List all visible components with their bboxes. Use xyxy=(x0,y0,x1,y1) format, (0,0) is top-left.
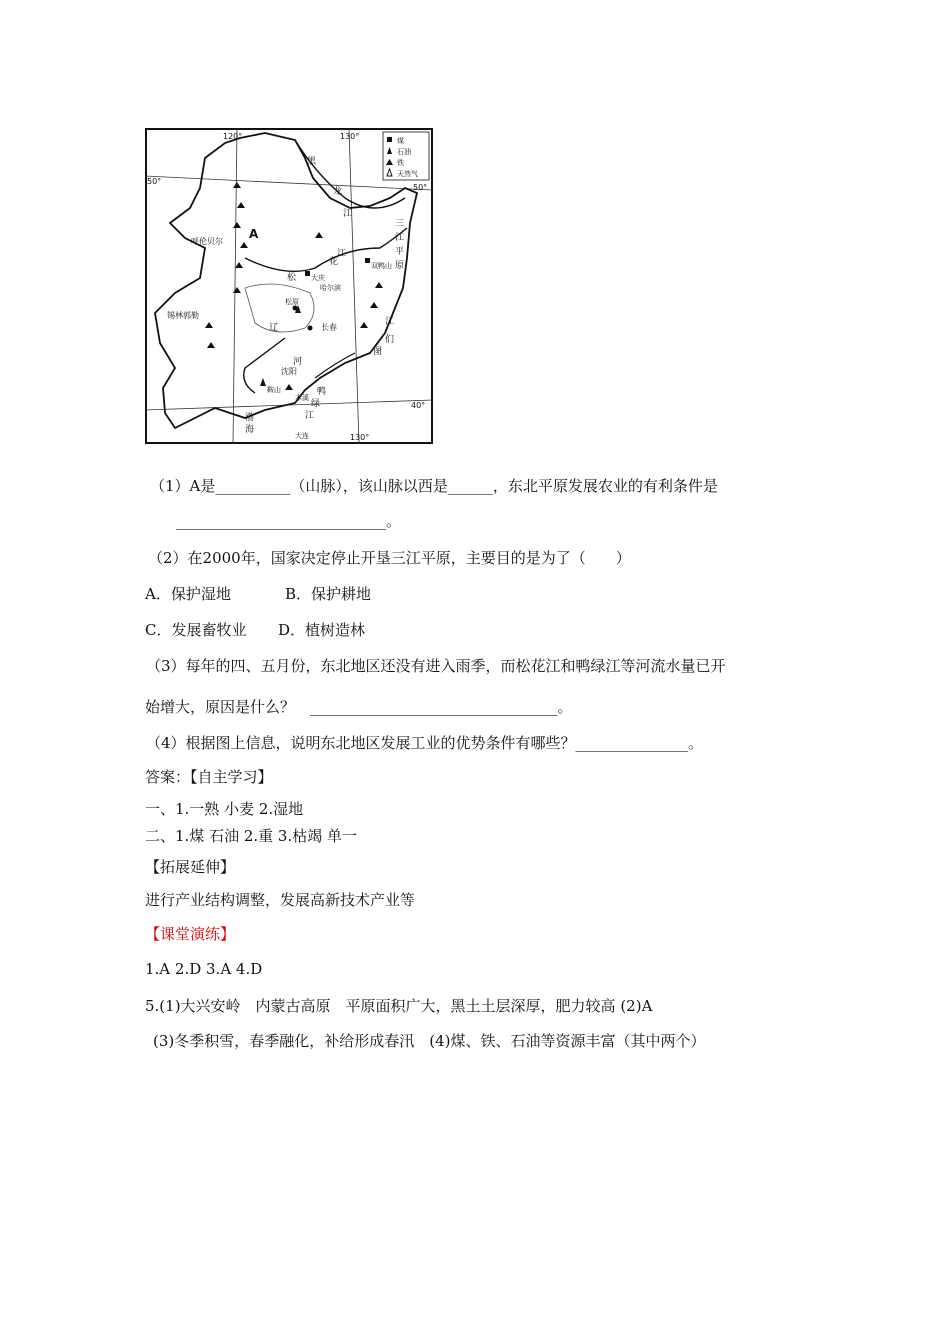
lon-label-130-bottom: 130° xyxy=(350,433,370,442)
classroom-answers-5b: (3)冬季积雪，春季融化，补给形成春汛 (4)煤、铁、石油等资源丰富（其中两个） xyxy=(153,1032,706,1050)
lat-label-50-right: 50° xyxy=(413,183,428,192)
river-char: 鸭 xyxy=(317,387,327,397)
river-char: 们 xyxy=(385,335,395,345)
place-changchun: 长春 xyxy=(321,323,337,332)
river-char: 江 xyxy=(385,317,395,327)
legend-iron: 铁 xyxy=(397,159,404,167)
lat-label-40: 40° xyxy=(411,401,426,410)
place-daqing: 大庆 xyxy=(311,274,325,282)
q3-line2: 始增大，原因是什么？ _________________________________。 xyxy=(145,698,573,716)
extension-title: 【拓展延伸】 xyxy=(145,858,236,876)
river-char: 江 xyxy=(305,411,315,421)
place-shenyang: 沈阳 xyxy=(281,367,297,376)
bohai-label-1: 渤 xyxy=(245,413,255,423)
q2-stem: （2）在2000年，国家决定停止开垦三江平原，主要目的是为了（ ） xyxy=(148,549,631,567)
answers-label: 答案：【自主学习】 xyxy=(145,768,273,786)
place-shuangyashan: 双鸭山 xyxy=(371,262,392,270)
place-songyuan: 松原 xyxy=(285,298,299,306)
legend-coal: 煤 xyxy=(397,137,404,145)
river-char: 江 xyxy=(337,249,347,259)
classroom-practice-title: 【课堂演练】 xyxy=(145,925,236,943)
river-char: 江 xyxy=(343,209,353,219)
place-anshan: 鞍山 xyxy=(267,386,281,394)
q4-line1: （4）根据图上信息，说明东北地区发展工业的优势条件有哪些？_______________。 xyxy=(146,734,704,752)
map-legend xyxy=(383,132,429,180)
plain-char: 原 xyxy=(395,261,405,271)
classroom-answers-1: 1.A 2.D 3.A 4.D xyxy=(145,960,263,978)
q2-option-a: A．保护湿地 xyxy=(145,585,231,603)
classroom-answers-5a: 5.(1)大兴安岭 内蒙古高原 平原面积广大，黑土土层深厚，肥力较高 (2)A xyxy=(145,997,653,1015)
q1-line1: （1）A是__________（山脉），该山脉以西是______，东北平原发展农业的有利条件是 xyxy=(150,477,718,495)
place-harbin: 哈尔滨 xyxy=(320,284,341,292)
legend-oil: 石油 xyxy=(397,148,411,156)
q3-line1: （3）每年的四、五月份，东北地区还没有进入雨季，而松花江和鸭绿江等河流水量已开 xyxy=(146,657,726,675)
legend-gas: 天然气 xyxy=(397,170,418,178)
q2-option-d: D．植树造林 xyxy=(278,621,366,639)
river-char: 松 xyxy=(287,273,297,283)
plain-char: 江 xyxy=(395,233,405,243)
plain-char: 三 xyxy=(395,219,405,229)
lon-label-120: 120° xyxy=(223,132,243,141)
river-char: 辽 xyxy=(269,323,279,333)
river-char: 绿 xyxy=(311,399,321,409)
lon-label-130-top: 130° xyxy=(340,132,360,141)
place-hulunbeier: 呼伦贝尔 xyxy=(191,237,223,246)
plain-char: 平 xyxy=(395,247,405,257)
river-char: 图 xyxy=(373,347,383,357)
q2-option-b: B．保护耕地 xyxy=(285,585,372,603)
place-benxi: 本溪 xyxy=(295,394,309,402)
lat-label-50-left: 50° xyxy=(147,177,162,186)
place-dalian: 大连 xyxy=(295,432,309,440)
q2-option-c: C．发展畜牧业 xyxy=(145,621,247,639)
river-char: 河 xyxy=(293,357,303,367)
bohai-label-2: 海 xyxy=(245,425,255,435)
northeast-china-map xyxy=(145,128,433,444)
place-xilinguole: 锡林郭勒 xyxy=(167,311,199,320)
q1-line2: ____________________________。 xyxy=(176,512,402,530)
answer-1: 一、1.一熟 小麦 2.湿地 xyxy=(145,800,304,818)
river-char: 龙 xyxy=(333,187,343,197)
extension-text: 进行产业结构调整，发展高新技术产业等 xyxy=(145,891,416,909)
river-char: 黑 xyxy=(307,157,317,167)
point-a-label: A xyxy=(249,227,259,241)
river-char: 花 xyxy=(329,257,339,267)
answer-2: 二、1.煤 石油 2.重 3.枯竭 单一 xyxy=(145,827,358,845)
